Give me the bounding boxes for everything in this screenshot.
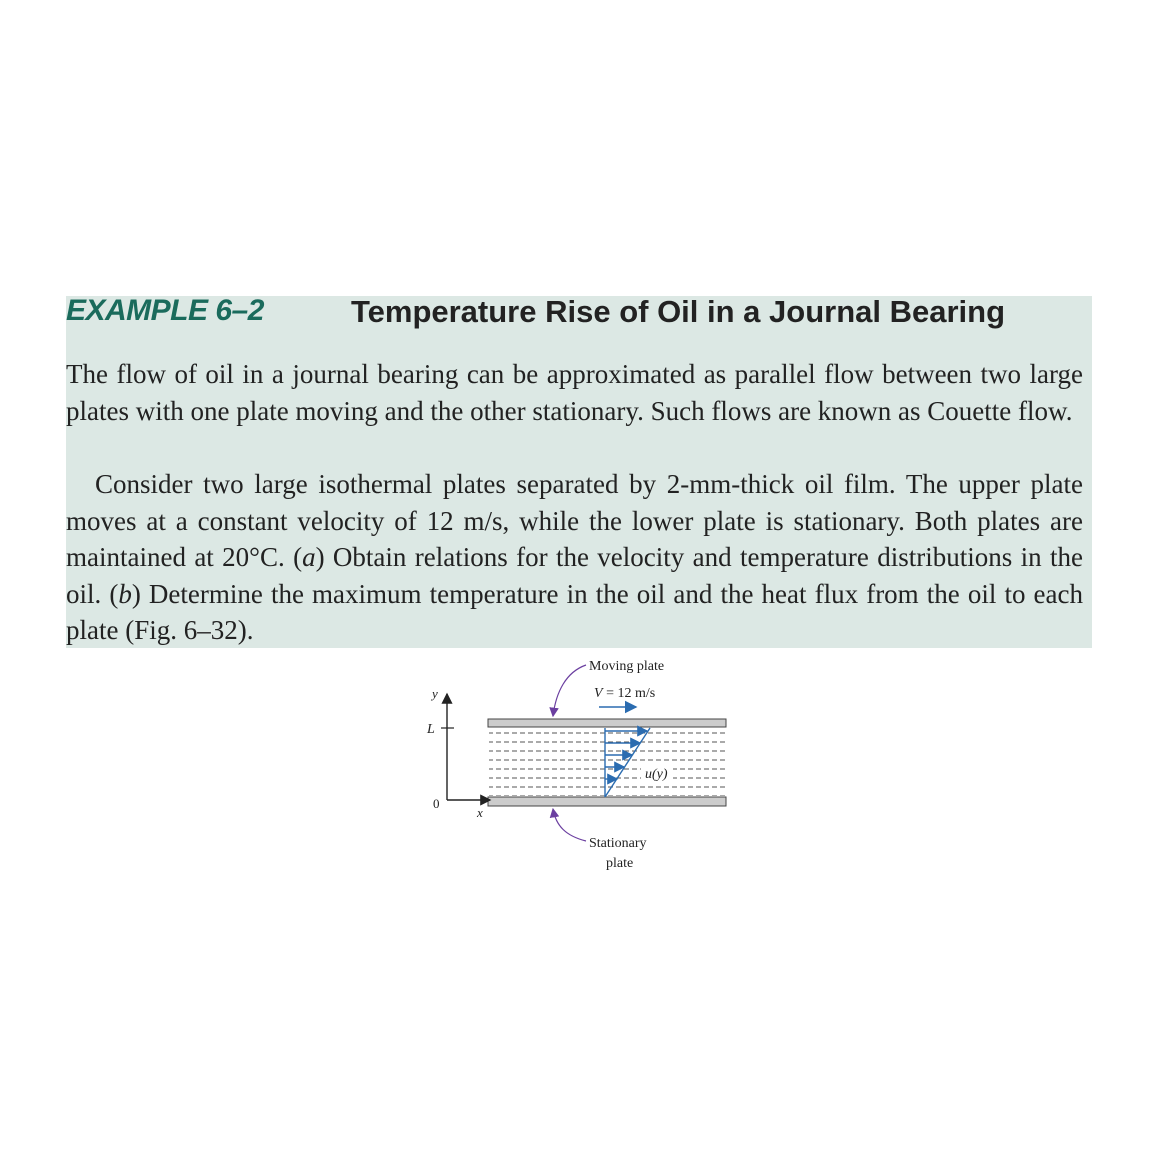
axis-y-label: y bbox=[432, 686, 438, 701]
moving-plate bbox=[488, 719, 726, 727]
moving-plate-label: Moving plate bbox=[589, 659, 665, 674]
oil-film bbox=[489, 728, 725, 796]
tick-0-label: 0 bbox=[433, 796, 440, 811]
moving-plate-leader bbox=[553, 665, 586, 716]
stationary-label-line2: plate bbox=[606, 856, 634, 871]
part-b-letter: b bbox=[118, 578, 132, 609]
paragraph-2-part-c: ) Determine the maximum temperature in the oil and the heat flux from the oil to each plate (Fig. 6–32). bbox=[66, 578, 1083, 646]
paragraph-2 bbox=[66, 466, 1083, 649]
stationary-plate bbox=[488, 797, 726, 806]
tick-L-label: L bbox=[427, 722, 435, 737]
paragraph-2-part-a: Consider two large isothermal plates separated by 2-mm-thick oil film. The upper plate moves at a constant velocity of 12 m/s, while the lower plate is stationary. Both plates are maintained at 20°C. ( bbox=[66, 469, 1083, 573]
velocity-value: = 12 m/s bbox=[602, 686, 656, 701]
paragraph-2-part-b: ) Obtain relations for the velocity and temperature distributions in the oil. ( bbox=[66, 542, 1083, 609]
axis-x-label: x bbox=[477, 805, 483, 820]
example-title: Temperature Rise of Oil in a Journal Bearing bbox=[351, 294, 1006, 329]
couette-flow-figure bbox=[400, 650, 760, 890]
stationary-plate-leader bbox=[553, 809, 586, 841]
part-a-letter: a bbox=[302, 542, 316, 573]
velocity-symbol: V bbox=[594, 686, 603, 701]
paragraph-1: The flow of oil in a journal bearing can be approximated as parallel flow between two large plates with one plate moving and the other stationary. Such flows are known as Couette flow. bbox=[66, 359, 1083, 426]
profile-label: u(y) bbox=[645, 767, 668, 782]
stationary-label-line1: Stationary bbox=[589, 836, 647, 851]
example-label: EXAMPLE 6–2 bbox=[66, 294, 264, 327]
velocity-label bbox=[594, 686, 655, 701]
